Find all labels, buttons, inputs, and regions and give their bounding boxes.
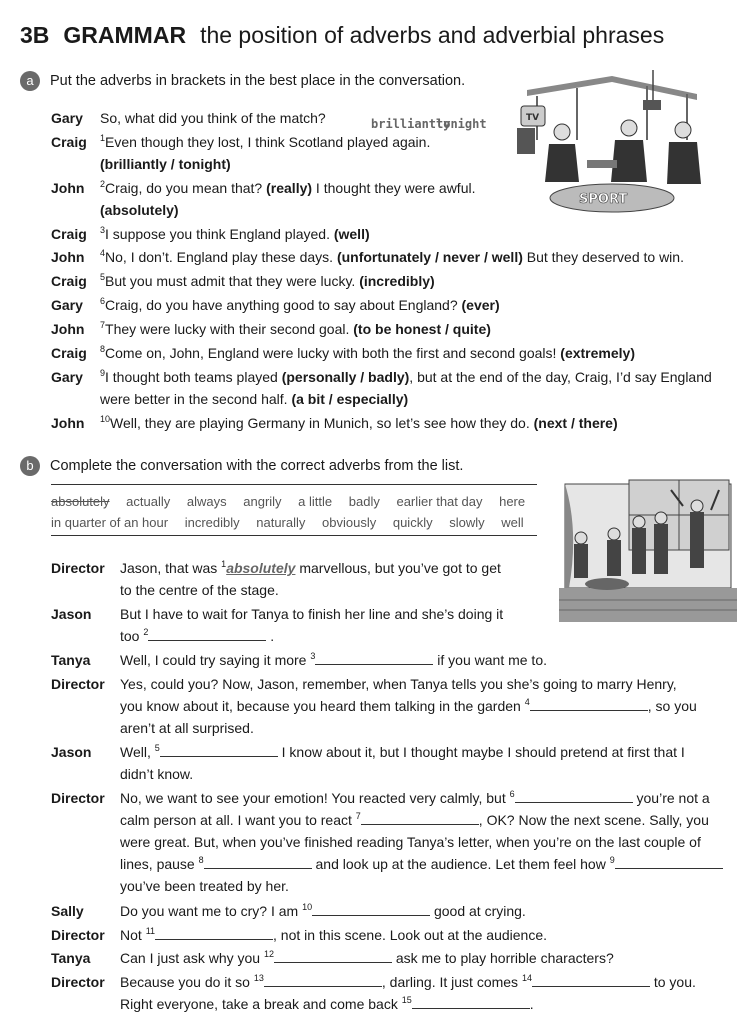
line-b9-cont: you’ve been treated by her. (120, 878, 289, 894)
speaker: Craig (51, 226, 87, 242)
badge-b: b (20, 456, 40, 476)
line-b5: Well, $^5$ I know about it, but I thought maybe I should pretend at first that I (120, 743, 685, 760)
line-b11: Not $^{11}$ , not in this scene. Look out at the audience. (120, 926, 547, 943)
speaker: Director (51, 676, 105, 692)
word-row-2 (51, 515, 537, 530)
line-9: $^9$I thought both teams played (personally / badly), but at the end of the day, Craig, I’d say England (100, 368, 712, 385)
speaker: Director (51, 790, 105, 806)
word-row-1 (51, 494, 538, 509)
speaker: John (51, 415, 85, 431)
sport-label: SPORT (579, 192, 628, 207)
word-item: quickly (392, 515, 433, 530)
speaker: Craig (51, 134, 87, 150)
line-9-cont: were better in the second half. (a bit / especially) (100, 391, 409, 407)
instruction-b-text: Complete the conversation with the correct adverbs from the list. (50, 457, 464, 474)
speaker: John (51, 321, 85, 337)
blank-5[interactable] (160, 744, 278, 757)
blank-12[interactable] (274, 950, 392, 963)
page-title (20, 22, 664, 49)
line-7: $^7$They were lucky with their second goal. (to be honest / quite) (100, 320, 491, 337)
line-b4-cont: you know about it, because you heard them talking in the garden $^4$ , so you (120, 697, 697, 714)
line-b8: lines, pause $^8$ and look up at the audience. Let them feel how $^9$ (120, 856, 723, 872)
topic: the position of adverbs and adverbial phrases (200, 22, 665, 48)
blank-13[interactable] (264, 974, 382, 987)
speaker: Gary (51, 297, 83, 313)
line-10: $^{10}$Well, they are playing Germany in Munich, so let’s see how they do. (next / there) (100, 414, 618, 431)
blank-3[interactable] (315, 652, 433, 665)
instruction-a (20, 71, 465, 91)
blank-11[interactable] (155, 927, 273, 940)
badge-a: a (20, 71, 40, 91)
blank-15[interactable] (412, 996, 530, 1009)
speaker: Director (51, 974, 105, 990)
word-item: naturally (256, 515, 306, 530)
unit-number: 3B (20, 22, 50, 48)
blank-7[interactable] (361, 812, 479, 825)
word-item: slowly (449, 515, 485, 530)
speaker: Craig (51, 273, 87, 289)
word-item: earlier that day (396, 494, 483, 509)
speaker: Sally (51, 903, 84, 919)
word-item: actually (126, 494, 171, 509)
word-item: angrily (243, 494, 282, 509)
section-label: GRAMMAR (63, 22, 187, 48)
blank-9[interactable] (615, 856, 723, 869)
line-2-brackets: (absolutely) (100, 202, 179, 218)
line-b12: Can I just ask why you $^{12}$ ask me to play horrible characters? (120, 949, 614, 966)
word-item: in quarter of an hour (51, 515, 169, 530)
handwritten-brilliantly: brilliantly (371, 117, 451, 131)
blank-4[interactable] (530, 698, 648, 711)
line-1: $^1$Even though they lost, I think Scotland played again. (100, 133, 431, 150)
word-item: here (499, 494, 526, 509)
line-2: $^2$Craig, do you mean that? (really) I thought they were awful. (100, 179, 476, 196)
blank-14[interactable] (532, 974, 650, 987)
answer-example: absolutely (226, 560, 296, 576)
speaker: Gary (51, 369, 83, 385)
blank-10[interactable] (312, 903, 430, 916)
line-b13: Because you do it so $^{13}$ , darling. It just comes $^{14}$ to you. (120, 973, 696, 990)
line-b5-cont: didn’t know. (120, 766, 194, 782)
handwritten-tonight: tonight (436, 117, 487, 131)
line-b4-cont2: aren’t at all surprised. (120, 720, 254, 736)
word-item: absolutely (51, 494, 110, 509)
word-item: incredibly (184, 515, 240, 530)
line-b2: But I have to wait for Tanya to finish her line and she’s doing it (120, 606, 504, 622)
speaker: Tanya (51, 950, 91, 966)
line-b15: Right everyone, take a break and come back $^{15}$ . (120, 995, 534, 1012)
line-b1: Jason, that was $^1$absolutely marvellous, but you’ve got to get (120, 559, 501, 576)
line-b7-cont: were great. But, when you’ve finished reading Tanya’s letter, when you’re on the last couple of (120, 834, 701, 850)
speaker: Director (51, 560, 105, 576)
line-b10: Do you want me to cry? I am $^{10}$ good at crying. (120, 902, 526, 919)
line-b4: Yes, could you? Now, Jason, remember, when Tanya tells you she’s going to marry Henry, (120, 676, 677, 692)
svg-text:TV: TV (526, 113, 540, 123)
line-1-brackets: (brilliantly / tonight) (100, 156, 231, 172)
word-item: badly (348, 494, 380, 509)
word-list-box (51, 484, 537, 536)
blank-6[interactable] (515, 790, 633, 803)
line-b2-cont: too $^2$ . (120, 627, 275, 644)
blank-8[interactable] (204, 856, 312, 869)
word-item: a little (298, 494, 333, 509)
line-b7: calm person at all. I want you to react $^7$ , OK? Now the next scene. Sally, you (120, 811, 709, 828)
theatre-illustration (559, 460, 737, 622)
speaker: Gary (51, 110, 83, 126)
line-b1-cont: to the centre of the stage. (120, 582, 279, 598)
tv-studio-illustration (517, 70, 707, 218)
speaker: Tanya (51, 652, 91, 668)
word-item: well (501, 515, 524, 530)
line-3: $^3$I suppose you think England played. (well) (100, 225, 370, 242)
speaker: John (51, 180, 85, 196)
speaker: Director (51, 927, 105, 943)
speaker: Craig (51, 345, 87, 361)
line-6: $^6$Craig, do you have anything good to say about England? (ever) (100, 296, 500, 313)
speaker: Jason (51, 744, 92, 760)
instruction-a-text: Put the adverbs in brackets in the best place in the conversation. (50, 72, 466, 89)
line-b6: No, we want to see your emotion! You reacted very calmly, but $^6$ you’re not a (120, 789, 710, 806)
speaker: Jason (51, 606, 92, 622)
line-b3: Well, I could try saying it more $^3$ if you want me to. (120, 651, 547, 668)
blank-2[interactable] (148, 628, 266, 641)
line-5: $^5$But you must admit that they were lucky. (incredibly) (100, 272, 435, 289)
line-4: $^4$No, I don’t. England play these days. (unfortunately / never / well) But they deserved to win. (100, 248, 684, 265)
instruction-b (20, 456, 463, 476)
word-item: obviously (322, 515, 377, 530)
word-item: always (186, 494, 227, 509)
speaker: John (51, 249, 85, 265)
line-8: $^8$Come on, John, England were lucky with both the first and second goals! (extremely) (100, 344, 635, 361)
line-text: So, what did you think of the match? (100, 110, 326, 126)
